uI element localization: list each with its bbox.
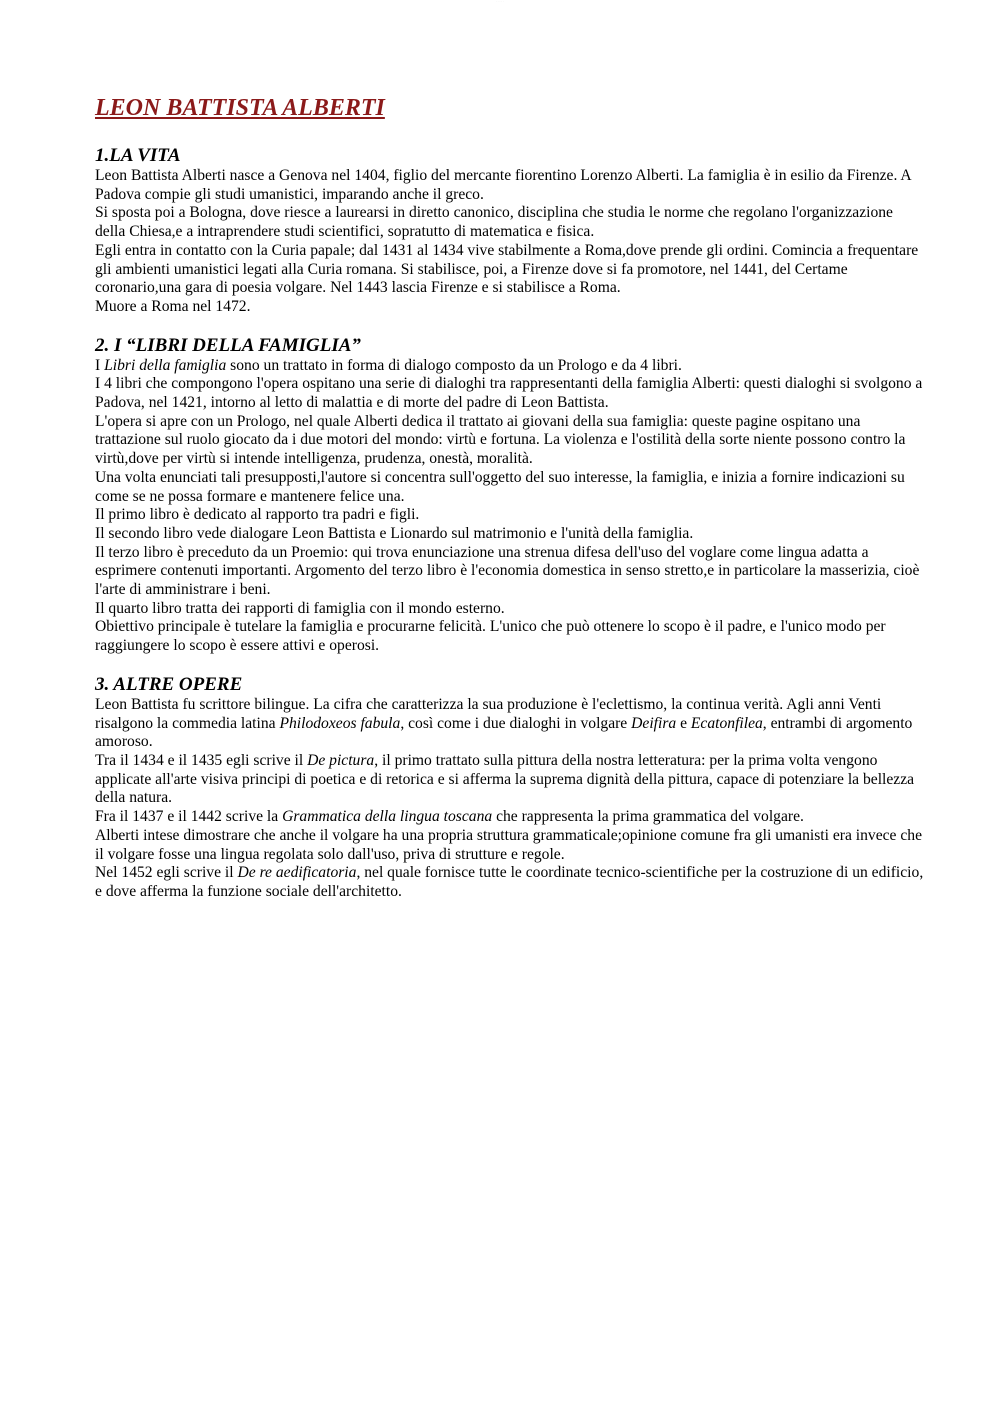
paragraph: Si sposta poi a Bologna, dove riesce a laurearsi in diretto canonico, disciplina che studia le norme che regolano l'organizzazione della Chiesa,e a intraprendere studi scientifici, sopratutto di matematica e fisica. [95, 204, 893, 241]
section-la-vita [95, 145, 925, 317]
italic-title: Ecatonfilea [690, 714, 763, 732]
document-page [95, 93, 925, 920]
paragraph: Alberti intese dimostrare che anche il volgare ha una propria struttura grammaticale;opinione comune fra gli umanisti era invece che il volgare fosse una lingua regolata solo dall'uso, priva di strutture e regole. [95, 826, 923, 863]
paragraph [95, 752, 925, 808]
paragraph: Il terzo libro è preceduto da un Proemio: qui trova enunciazione una strenua difesa dell'uso del voglare come lingua adatta a esprimere contenuti importanti. Argomento del terzo libro è l'economia domestica in senso stretto,e in particolare la masserizia, cioè l'arte di amministrare i beni. [95, 543, 920, 599]
paragraph: Il secondo libro vede dialogare Leon Battista e Lionardo sul matrimonio e l'unità della famiglia. [95, 524, 694, 542]
paragraph: L'opera si apre con un Prologo, nel quale Alberti dedica il trattato ai giovani della sua famiglia: queste pagine ospitano una trattazione sul ruolo giocato da i due motori del mondo: virtù e fortuna. La violenza e l'ostilità della sorte niente possono contro la virtù,dove per virtù si intende intelligenza, prudenza, onestà, moralità. [95, 412, 906, 468]
paragraph [95, 357, 925, 376]
text-run: Leon Battista fu scrittore bilingue. La cifra che caratterizza la sua produzione è l'eclettismo, la continua verità. Agli anni Venti risalgono la commedia latina [95, 695, 882, 732]
text-run: , così come i due dialoghi in volgare [400, 714, 632, 732]
paragraph: Il quarto libro tratta dei rapporti di famiglia con il mondo esterno. [95, 599, 505, 617]
paragraph: Una volta enunciati tali presupposti,l'autore si concentra sull'oggetto del suo interesse, la famiglia, e inizia a fornire indicazioni su come se ne possa formare e mantenere felice una. [95, 468, 905, 505]
document-title: LEON BATTISTA ALBERTI [95, 95, 385, 121]
text-run: sono un trattato in forma di dialogo composto da un Prologo e da 4 libri. [226, 356, 682, 374]
italic-title: De pictura [307, 751, 375, 769]
section-libri-della-famiglia [95, 335, 925, 656]
text-run: Tra il 1434 e il 1435 egli scrive il [95, 751, 308, 769]
paragraph [95, 864, 925, 901]
section-heading: 3. ALTRE OPERE [95, 673, 243, 695]
paragraph [95, 808, 925, 827]
text-run: I [95, 356, 105, 374]
paragraph: I 4 libri che compongono l'opera ospitano una serie di dialoghi tra rappresentanti della famiglia Alberti: questi dialoghi si svolgono a Padova, nel 1421, intorno al letto di malattia e di morte del padre di Leon Battista. [95, 375, 923, 412]
text-run: Fra il 1437 e il 1442 scrive la [95, 808, 283, 826]
text-run: , nel quale fornisce tutte le coordinate tecnico-scientifiche per la costruzione di un edificio, e dove afferma la funzione sociale dell'architetto. [95, 864, 924, 900]
paragraph [95, 696, 925, 752]
section-heading: 2. I “LIBRI DELLA FAMIGLIA” [95, 334, 361, 356]
section-altre-opere [95, 674, 925, 902]
page-header-mark: · · · · · [495, 0, 505, 3]
text-run: che rappresenta la prima grammatica del volgare. [492, 808, 804, 826]
text-run: e [676, 714, 691, 732]
italic-title: Philodoxeos fabula [279, 714, 401, 732]
paragraph: Il primo libro è dedicato al rapporto tra padri e figli. [95, 506, 420, 524]
paragraph: Muore a Roma nel 1472. [95, 297, 251, 315]
italic-title: De re aedificatoria [237, 864, 357, 882]
italic-title: Grammatica della lingua toscana [282, 808, 493, 826]
text-run: Nel 1452 egli scrive il [95, 864, 238, 882]
text-run: , il primo trattato sulla pittura della nostra letteratura: per la prima volta vengono applicate all'arte visiva principi di poetica e di retorica e si afferma la suprema dignità della pittura, capace di potenziare la bellezza della natura. [95, 751, 915, 807]
paragraph: Egli entra in contatto con la Curia papale; dal 1431 al 1434 vive stabilmente a Roma,dove prende gli ordini. Comincia a frequentare gli ambienti umanistici legati alla Curia romana. Si stabilisce, poi, a Firenze dove si fa promotore, nel 1441, del Certame coronario,una gara di poesia volgare. Nel 1443 lascia Firenze e si stabilisce a Roma. [95, 241, 919, 297]
italic-title: Libri della famiglia [104, 356, 227, 374]
paragraph: Obiettivo principale è tutelare la famiglia e procurarne felicità. L'unico che può ottenere lo scopo è il padre, e l'unico modo per raggiungere lo scopo è essere attivi e operosi. [95, 618, 886, 655]
italic-title: Deifira [631, 714, 677, 732]
section-heading: 1.LA VITA [95, 145, 181, 166]
text-run: , entrambi di argomento amoroso. [95, 714, 913, 751]
paragraph: Leon Battista Alberti nasce a Genova nel 1404, figlio del mercante fiorentino Lorenzo Alberti. La famiglia è in esilio da Firenze. A Padova compie gli studi umanistici, imparando anche il greco. [95, 167, 911, 203]
